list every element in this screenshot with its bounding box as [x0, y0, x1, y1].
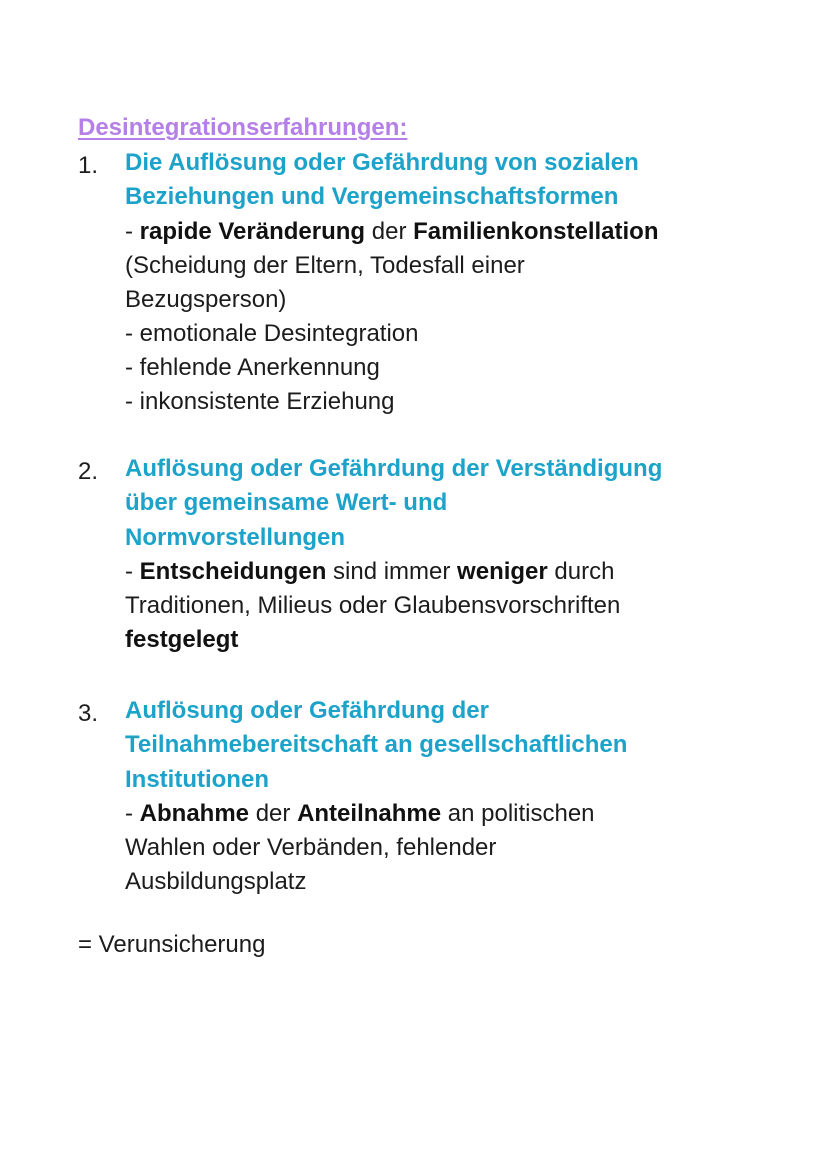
- section-number: 1.: [78, 152, 99, 179]
- section-content: [125, 452, 805, 657]
- bold-term: Familienkonstellation: [413, 217, 659, 245]
- body-line: Ausbildungsplatz: [125, 867, 307, 895]
- text-run: -: [125, 799, 140, 827]
- section-heading-line: Die Auflösung oder Gefährdung von sozialen: [125, 149, 639, 176]
- body-line: (Scheidung der Eltern, Todesfall einer: [125, 251, 525, 279]
- text-run: der: [365, 217, 414, 245]
- section-heading-line: Auflösung oder Gefährdung der: [125, 697, 489, 724]
- body-line: - fehlende Anerkennung: [125, 353, 380, 381]
- bold-term: weniger: [457, 557, 548, 585]
- body-line: Bezugsperson): [125, 285, 287, 313]
- document-title: Desintegrationserfahrungen:: [78, 114, 408, 141]
- section-heading-line: Teilnahmebereitschaft an gesellschaftlichen: [125, 731, 628, 759]
- body-line: [125, 797, 805, 831]
- body-line: [125, 555, 805, 589]
- body-line: [125, 215, 805, 249]
- body-line: - emotionale Desintegration: [125, 319, 419, 347]
- section-number: 3.: [78, 700, 99, 727]
- section-heading-line: Beziehungen und Vergemeinschaftsformen: [125, 183, 619, 211]
- bold-term: festgelegt: [125, 625, 239, 653]
- bold-term: Abnahme: [139, 799, 250, 827]
- section-heading-line: Normvorstellungen: [125, 523, 346, 551]
- section-heading-line: Auflösung oder Gefährdung der Verständigung: [125, 455, 663, 482]
- text-run: -: [125, 557, 140, 585]
- bold-term: Entscheidungen: [139, 557, 327, 585]
- text-run: sind immer: [326, 557, 458, 585]
- body-line: Traditionen, Milieus oder Glaubensvorschriften: [125, 591, 621, 619]
- body-line: - inkonsistente Erziehung: [125, 387, 395, 415]
- conclusion: = Verunsicherung: [78, 931, 266, 958]
- text-run: -: [125, 217, 140, 245]
- text-run: durch: [547, 557, 615, 585]
- body-line: [125, 623, 805, 657]
- section-heading-line: Institutionen: [125, 765, 269, 793]
- section-content: [125, 146, 805, 419]
- text-run: der: [249, 799, 298, 827]
- body-line: Wahlen oder Verbänden, fehlender: [125, 833, 497, 861]
- text-run: an politischen: [441, 799, 595, 827]
- bold-term: rapide Veränderung: [139, 217, 366, 245]
- section-number: 2.: [78, 458, 99, 485]
- bold-term: Anteilnahme: [297, 799, 442, 827]
- section-content: [125, 694, 805, 899]
- section-heading-line: über gemeinsame Wert- und: [125, 489, 448, 517]
